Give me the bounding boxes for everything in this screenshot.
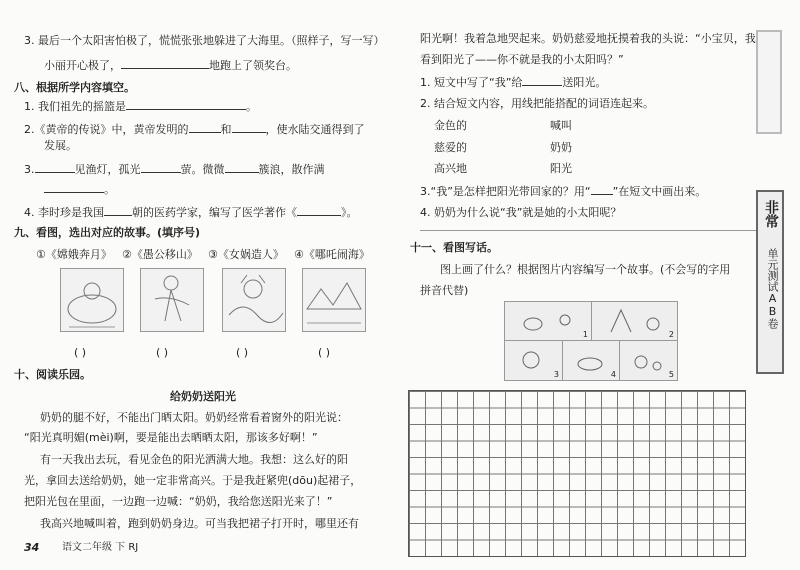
q8-1 xyxy=(24,98,257,115)
match-left-3[interactable]: 高兴地 xyxy=(434,162,467,175)
q8-2-tail: ，使水陆交通得到了 xyxy=(265,123,365,136)
answer-blank[interactable] xyxy=(35,161,75,173)
q8-3 xyxy=(24,161,325,178)
story-2: ②《愚公移山》 xyxy=(122,248,198,261)
passage-line-5: 把阳光包在里面，一边跑一边喊：“奶奶，我给您送阳光来了！” xyxy=(24,495,333,508)
answer-blank[interactable] xyxy=(126,98,246,110)
writing-grid[interactable] xyxy=(408,390,746,557)
passage-line-1: 奶奶的腿不好，不能出门晒太阳。奶奶经常看着窗外的阳光说： xyxy=(40,411,348,424)
answer-blank[interactable] xyxy=(232,121,266,133)
rq3-a: 3.“我”是怎样把阳光带回家的？用“ xyxy=(420,185,591,198)
answer-paren-2[interactable]: ( ) xyxy=(156,346,169,359)
brand-logo: 非常 xyxy=(763,200,779,228)
answer-blank[interactable] xyxy=(225,161,259,173)
answer-blank[interactable] xyxy=(104,204,132,216)
q8-2-and: 和 xyxy=(220,123,232,136)
q8-3-line2 xyxy=(44,181,115,198)
match-left-2[interactable]: 慈爱的 xyxy=(434,141,467,154)
rq1-a: 1. 短文中写了“我”给 xyxy=(420,76,523,89)
answer-blank[interactable] xyxy=(522,74,562,86)
match-left-1[interactable]: 金色的 xyxy=(434,119,467,132)
rq4: 4. 奶奶为什么说“我”就是她的小太阳呢？ xyxy=(420,206,622,219)
answer-paren-3[interactable]: ( ) xyxy=(236,346,249,359)
q8-4 xyxy=(24,204,358,221)
panel-1 xyxy=(505,302,592,341)
q8-4-c: 》。 xyxy=(341,206,358,219)
answer-blank[interactable] xyxy=(44,181,104,193)
q8-2-end: 发展。 xyxy=(44,139,77,152)
rq3 xyxy=(420,183,706,200)
story-picture-3 xyxy=(222,268,286,332)
passage-line-6: 我高兴地喊叫着，跑到奶奶身边。可当我把裙子打开时，哪里还有 xyxy=(40,517,359,530)
q8-1-end: 。 xyxy=(246,100,257,113)
answer-blank[interactable] xyxy=(121,57,209,69)
match-right-1[interactable]: 喊叫 xyxy=(550,119,572,132)
q8-4-a: 4. 李时珍是我国 xyxy=(24,206,104,219)
answer-blank[interactable] xyxy=(297,204,341,216)
picture-strip xyxy=(504,301,678,381)
story-4: ④《哪吒闹海》 xyxy=(294,248,370,261)
passage-line-7: 阳光啊！我着急地哭起来。奶奶慈爱地抚摸着我的头说：“小宝贝，我 xyxy=(420,32,756,45)
right-page xyxy=(392,0,800,570)
q7-3-fill-b: 地跑上了领奖台。 xyxy=(209,59,297,72)
series-title: 单元测试AB卷 xyxy=(766,248,779,329)
panel-number: 1 xyxy=(582,330,588,339)
q7-3-fill-a: 小丽开心极了， xyxy=(44,59,121,72)
q8-3-num: 3. xyxy=(24,163,35,176)
answer-blank[interactable] xyxy=(189,121,221,133)
q8-4-b: 朝的医药学家，编写了医学著作《 xyxy=(132,206,297,219)
q8-3-end: 。 xyxy=(104,183,115,196)
footer-label: 语文二年级 下 RJ xyxy=(62,542,139,553)
panel-5 xyxy=(619,340,677,380)
rq3-b: ”在短文中画出来。 xyxy=(612,185,707,198)
match-right-3[interactable]: 阳光 xyxy=(550,162,572,175)
story-picture-4 xyxy=(302,268,366,332)
q8-1-text: 1. 我们祖先的摇篮是 xyxy=(24,100,126,113)
section-11-instruction-1: 图上画了什么？根据图片内容编写一个故事。(不会写的字用 xyxy=(440,263,731,276)
rq1-b: 送阳光。 xyxy=(562,76,607,89)
panel-3 xyxy=(505,340,563,380)
panel-number: 3 xyxy=(553,370,559,379)
section-9-title: 九、看图，选出对应的故事。(填序号) xyxy=(14,226,201,239)
passage-line-3: 有一天我出去玩，看见金色的阳光洒满大地。我想：这么好的阳 xyxy=(40,453,348,466)
side-tab xyxy=(756,190,784,374)
q8-3-d: 簇浪，散作满 xyxy=(258,163,325,176)
match-right-2[interactable]: 奶奶 xyxy=(550,141,572,154)
section-11-title: 十一、看图写话。 xyxy=(410,241,498,254)
panel-2 xyxy=(591,302,677,341)
q8-3-b: 见渔灯，孤光 xyxy=(74,163,141,176)
story-1: ①《嫦娥奔月》 xyxy=(36,248,112,261)
panel-number: 2 xyxy=(668,330,674,339)
section-11-instruction-2: 拼音代替) xyxy=(420,284,469,297)
answer-blank[interactable] xyxy=(141,161,181,173)
passage-line-8: 看到阳光了——你不就是我的小太阳吗？” xyxy=(420,53,624,66)
story-picture-1 xyxy=(60,268,124,332)
answer-blank[interactable] xyxy=(591,183,613,195)
q8-2-text: 2.《黄帝的传说》中，黄帝发明的 xyxy=(24,123,189,136)
passage-line-2: “阳光真明媚(mèi)啊，要是能出去晒晒太阳，那该多好啊！” xyxy=(24,431,318,444)
panel-4 xyxy=(562,340,620,380)
passage-line-4: 光，拿回去送给奶奶，她一定非常高兴。于是我赶紧兜(dōu)起裙子， xyxy=(24,474,362,487)
panel-number: 4 xyxy=(610,370,616,379)
story-picture-2 xyxy=(140,268,204,332)
q7-3-fill xyxy=(44,57,297,74)
panel-number: 5 xyxy=(668,370,674,379)
story-3: ③《女娲造人》 xyxy=(208,248,284,261)
side-decoration xyxy=(756,30,782,134)
passage-title: 给奶奶送阳光 xyxy=(170,390,236,403)
rq1 xyxy=(420,74,606,91)
section-10-title: 十、阅读乐园。 xyxy=(14,368,91,381)
rq2: 2. 结合短文内容，用线把能搭配的词语连起来。 xyxy=(420,97,654,110)
q7-3-text: 3. 最后一个太阳害怕极了，慌慌张张地躲进了大海里。（照样子，写一写） xyxy=(24,34,385,47)
q8-3-c: 萤。微微 xyxy=(180,163,225,176)
q8-2 xyxy=(24,121,365,138)
answer-paren-4[interactable]: ( ) xyxy=(318,346,331,359)
section-8-title: 八、根据所学内容填空。 xyxy=(14,81,135,94)
divider xyxy=(420,230,760,231)
left-page xyxy=(0,0,393,570)
page-number: 34 xyxy=(24,541,40,554)
answer-paren-1[interactable]: ( ) xyxy=(74,346,87,359)
